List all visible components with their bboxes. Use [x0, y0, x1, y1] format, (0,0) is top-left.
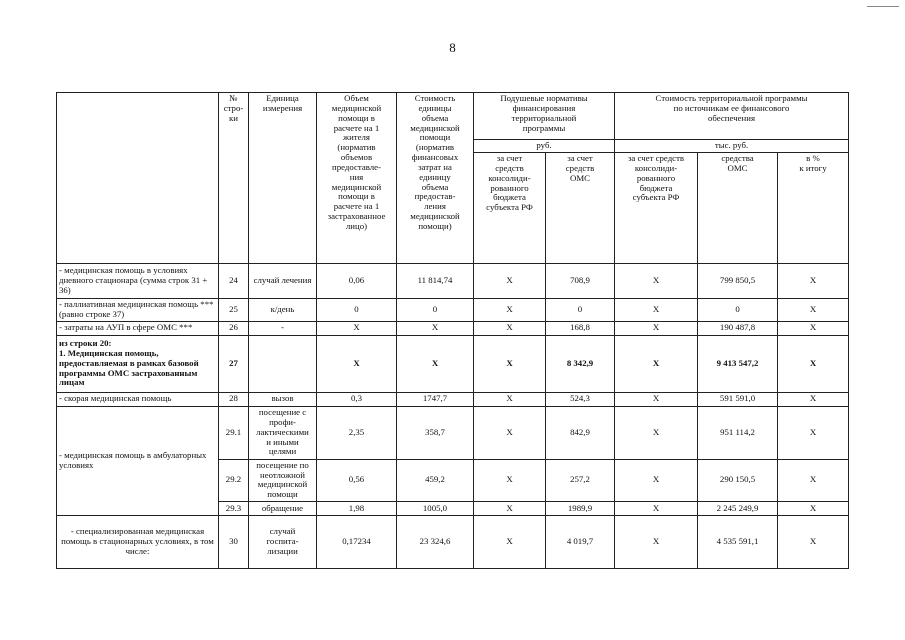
row-norm-budget: X — [474, 299, 546, 322]
header-cost-oms: средства ОМС — [698, 153, 778, 264]
row-total-oms: 290 150,5 — [698, 459, 778, 501]
row-norm-budget: X — [474, 406, 546, 459]
row-norm-oms: 842,9 — [546, 406, 615, 459]
row-volume: X — [317, 321, 397, 335]
row-line-number: 24 — [219, 264, 249, 299]
header-per-capita-norms: Подушевые нормативы финансирования территориальной программы — [474, 93, 615, 140]
page-number: 8 — [449, 40, 456, 55]
row-unit: случай лечения — [249, 264, 317, 299]
table-row — [57, 335, 849, 392]
header-cost-budget: за счет средств консолиди- рованного бюджета субъекта РФ — [615, 153, 698, 264]
row-norm-budget: X — [474, 516, 546, 569]
row-total-budget: X — [615, 299, 698, 322]
row-unit-cost: 23 324,6 — [397, 516, 474, 569]
header-program-cost: Стоимость территориальной программы по источникам ее финансового обеспечения — [615, 93, 849, 140]
row-unit: - — [249, 321, 317, 335]
row-norm-oms: 8 342,9 — [546, 335, 615, 392]
row-total-budget: X — [615, 335, 698, 392]
row-total-oms: 9 413 547,2 — [698, 335, 778, 392]
row-line-number: 29.2 — [219, 459, 249, 501]
row-norm-oms: 257,2 — [546, 459, 615, 501]
row-norm-budget: X — [474, 335, 546, 392]
row-label: - скорая медицинская помощь — [57, 392, 219, 406]
row-unit-cost: 1005,0 — [397, 502, 474, 516]
row-label: - медицинская помощь в амбулаторных условиях — [57, 406, 219, 515]
row-line-number: 28 — [219, 392, 249, 406]
row-label: из строки 20: 1. Медицинская помощь, предоставляемая в рамках базовой программы ОМС застрахованным лицам — [57, 335, 219, 392]
row-volume: 0,56 — [317, 459, 397, 501]
header-line-number: № стро- ки — [219, 93, 249, 264]
row-line-number: 25 — [219, 299, 249, 322]
row-unit: обращение — [249, 502, 317, 516]
row-percent: X — [778, 459, 849, 501]
row-unit — [249, 335, 317, 392]
row-total-oms: 2 245 249,9 — [698, 502, 778, 516]
row-volume: 0,06 — [317, 264, 397, 299]
row-norm-oms: 0 — [546, 299, 615, 322]
table-row — [57, 392, 849, 406]
row-unit-cost: X — [397, 321, 474, 335]
row-unit-cost: 11 814,74 — [397, 264, 474, 299]
row-unit-cost: 1747,7 — [397, 392, 474, 406]
header-norm-oms: за счет средств ОМС — [546, 153, 615, 264]
row-total-oms: 4 535 591,1 — [698, 516, 778, 569]
row-total-budget: X — [615, 406, 698, 459]
row-total-oms: 190 487,8 — [698, 321, 778, 335]
row-label: - затраты на АУП в сфере ОМС *** — [57, 321, 219, 335]
row-volume: 0,3 — [317, 392, 397, 406]
row-unit: посещение с профи- лактическими и иными целями — [249, 406, 317, 459]
row-total-oms: 951 114,2 — [698, 406, 778, 459]
header-norm-budget: за счет средств консолиди- рованного бюджета субъекта РФ — [474, 153, 546, 264]
header-volume: Объем медицинской помощи в расчете на 1 жителя (норматив объемов предоставле- ния медицинской помощи в расчете на 1 застрахованное лицо) — [317, 93, 397, 264]
row-norm-oms: 708,9 — [546, 264, 615, 299]
row-unit: посещение по неотложной медицинской помощи — [249, 459, 317, 501]
row-line-number: 29.1 — [219, 406, 249, 459]
row-unit-cost: X — [397, 335, 474, 392]
row-percent: X — [778, 516, 849, 569]
row-line-number: 26 — [219, 321, 249, 335]
row-volume: 0,17234 — [317, 516, 397, 569]
row-norm-budget: X — [474, 321, 546, 335]
row-norm-oms: 4 019,7 — [546, 516, 615, 569]
corner-mark — [867, 6, 899, 7]
row-unit: случай госпита- лизации — [249, 516, 317, 569]
row-norm-oms: 168,8 — [546, 321, 615, 335]
row-total-budget: X — [615, 502, 698, 516]
row-norm-budget: X — [474, 502, 546, 516]
row-total-oms: 799 850,5 — [698, 264, 778, 299]
row-total-budget: X — [615, 264, 698, 299]
row-unit-cost: 0 — [397, 299, 474, 322]
row-volume: 0 — [317, 299, 397, 322]
table-row — [57, 406, 849, 459]
row-volume: X — [317, 335, 397, 392]
row-label: - паллиативная медицинская помощь *** (равно строке 37) — [57, 299, 219, 322]
row-percent: X — [778, 335, 849, 392]
row-norm-oms: 1989,9 — [546, 502, 615, 516]
header-unit-thousand-rub: тыс. руб. — [615, 140, 849, 153]
row-total-budget: X — [615, 392, 698, 406]
row-unit: вызов — [249, 392, 317, 406]
header-unit-cost: Стоимость единицы объема медицинской помощи (норматив финансовых затрат на единицу объема предостав- ления медицинской помощи) — [397, 93, 474, 264]
financing-table — [56, 92, 849, 569]
header-blank — [57, 93, 219, 264]
row-unit-cost: 459,2 — [397, 459, 474, 501]
header-unit-rub: руб. — [474, 140, 615, 153]
header-cost-percent: в % к итогу — [778, 153, 849, 264]
row-line-number: 27 — [219, 335, 249, 392]
header-unit: Единица измерения — [249, 93, 317, 264]
table-row — [57, 264, 849, 299]
row-norm-budget: X — [474, 392, 546, 406]
row-label: - медицинская помощь в условиях дневного стационара (сумма строк 31 + 36) — [57, 264, 219, 299]
row-total-oms: 0 — [698, 299, 778, 322]
row-unit-cost: 358,7 — [397, 406, 474, 459]
row-percent: X — [778, 299, 849, 322]
row-percent: X — [778, 406, 849, 459]
row-percent: X — [778, 264, 849, 299]
row-total-budget: X — [615, 321, 698, 335]
row-label: - специализированная медицинская помощь в стационарных условиях, в том числе: — [57, 516, 219, 569]
row-unit: к/день — [249, 299, 317, 322]
row-norm-budget: X — [474, 264, 546, 299]
row-volume: 2,35 — [317, 406, 397, 459]
row-norm-oms: 524,3 — [546, 392, 615, 406]
row-percent: X — [778, 392, 849, 406]
table-row — [57, 299, 849, 322]
table-row — [57, 516, 849, 569]
row-volume: 1,98 — [317, 502, 397, 516]
row-norm-budget: X — [474, 459, 546, 501]
row-line-number: 29.3 — [219, 502, 249, 516]
row-total-budget: X — [615, 516, 698, 569]
table-row — [57, 321, 849, 335]
row-line-number: 30 — [219, 516, 249, 569]
row-percent: X — [778, 502, 849, 516]
row-total-oms: 591 591,0 — [698, 392, 778, 406]
row-percent: X — [778, 321, 849, 335]
row-total-budget: X — [615, 459, 698, 501]
